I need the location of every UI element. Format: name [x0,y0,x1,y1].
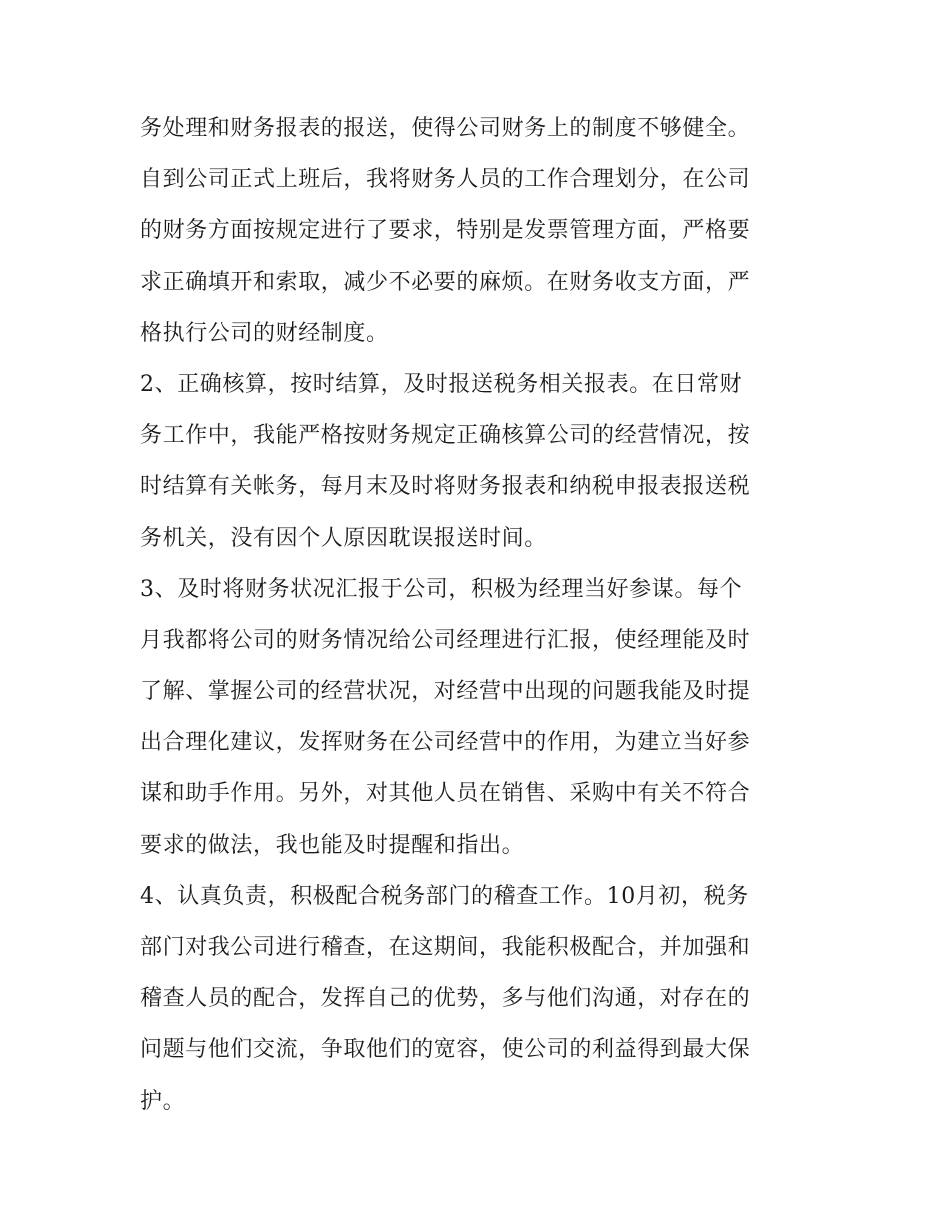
text-line: 4、认真负责，积极配合税务部门的稽查工作。10月初，税务 [140,883,749,909]
text-line: 格执行公司的财经制度。 [140,320,389,346]
document-body [140,103,840,1127]
text-line: 的财务方面按规定进行了要求，特别是发票管理方面，严格要 [140,218,751,244]
text-line: 务机关，没有因个人原因耽误报送时间。 [140,525,547,551]
text-line: 3、及时将财务状况汇报于公司，积极为经理当好参谋。每个 [140,576,743,602]
text-line: 部门对我公司进行稽查，在这期间，我能积极配合，并加强和 [140,935,751,960]
text-line: 月我都将公司的财务情况给公司经理进行汇报，使经理能及时 [140,627,751,653]
text-line: 护。 [140,1088,186,1114]
text-line: 时结算有关帐务，每月末及时将财务报表和纳税申报表报送税 [140,474,751,500]
text-line: 问题与他们交流，争取他们的宽容，使公司的利益得到最大保 [140,1037,751,1063]
text-line: 求正确填开和索取，减少不必要的麻烦。在财务收支方面，严 [140,269,751,295]
text-line: 2、正确核算，按时结算，及时报送税务相关报表。在日常财 [140,371,743,397]
text-line: 出合理化建议，发挥财务在公司经营中的作用，为建立当好参 [140,730,751,756]
text-line: 务工作中，我能严格按财务规定正确核算公司的经营情况，按 [140,423,751,449]
text-line: 要求的做法，我也能及时提醒和指出。 [140,832,525,858]
text-line: 稽查人员的配合，发挥自己的优势，多与他们沟通，对存在的 [140,986,751,1012]
text-line: 自到公司正式上班后，我将财务人员的工作合理划分，在公司 [140,167,751,193]
text-line: 务处理和财务报表的报送，使得公司财务上的制度不够健全。 [140,116,751,141]
text-line: 谋和助手作用。另外，对其他人员在销售、采购中有关不符合 [140,781,751,807]
text-line: 了解、掌握公司的经营状况，对经营中出现的问题我能及时提 [140,679,751,705]
